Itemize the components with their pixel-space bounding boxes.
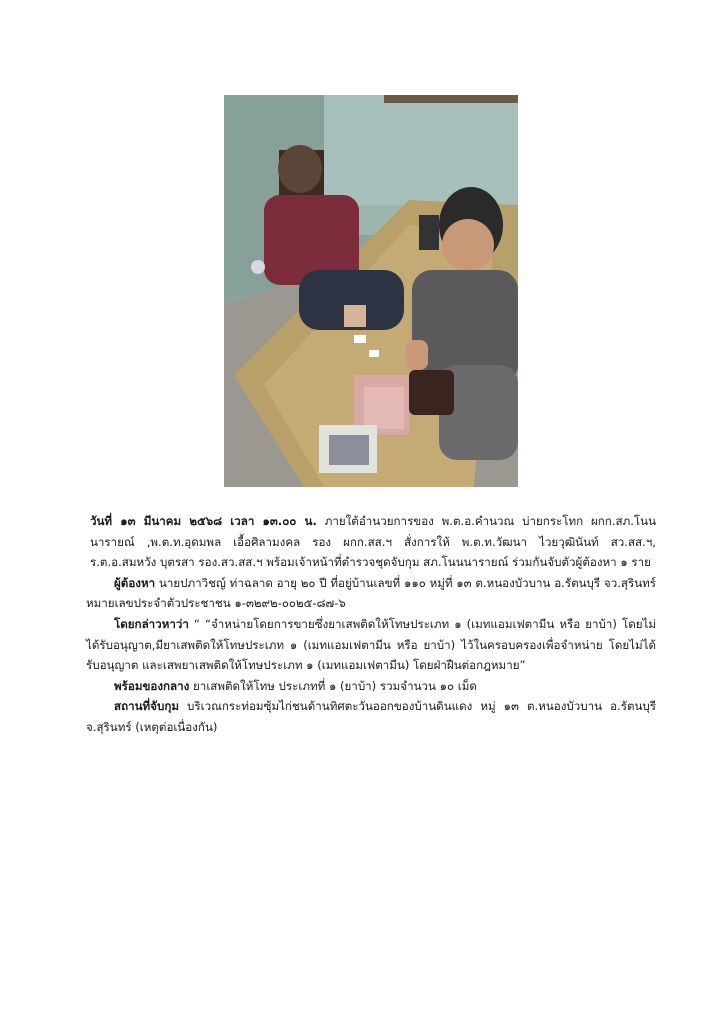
place-label: สถานที่จับกุม [114, 699, 179, 714]
report-paragraph-date [86, 511, 656, 573]
report-paragraph-suspect [86, 573, 656, 614]
date-time-heading: วันที่ ๑๓ มีนาคม ๒๕๖๘ เวลา ๑๓.๐๐ น. [90, 514, 317, 528]
charge-details: “ “จำหน่ายโดยการขายซึ่งยาเสพติดให้โทษประเภท ๑ (เมทแอมเฟตามีน หรือ ยาบ้า) โดยไม่ได้รับอนุญาต,มียาเสพติดให้โทษประเภท ๑ (เมทแอมเฟตามีน หรือ ยาบ้า) ไว้ในครอบครองเพื่อจำหน่าย โดยไม่ได้รับอนุญาต และเสพยาเสพติดให้โทษประเภท ๑ (เมทแอมเฟตามีน) โดยฝ่าฝืนต่อกฎหมาย” [86, 616, 656, 673]
place-details: บริเวณกระท่อมซุ้มไก่ชนด้านทิศตะวันออกของบ้านดินแดง หมู่ ๑๓ ต.หนองบัวบาน อ.รัตนบุรี จ.สุรินทร์ (เหตุต่อเนื่องกัน) [86, 699, 656, 734]
command-text: ภายใต้อำนวยการของ พ.ต.อ.คำนวณ บ่ายกระโทก ผกก.สภ.โนนนารายณ์ ,พ.ต.ท.อุดมพล เอื้อศิลามงคล รอง ผกก.สส.ฯ สั่งการให้ พ.ต.ท.วัฒนา ไวยวุฒินันท์ สว.สส.ฯ, ร.ต.อ.สมหวัง บุตรสา รอง.สว.สส.ฯ พร้อมเจ้าหน้าที่ตำรวจชุดจับกุม สภ.โนนนารายณ์ ร่วมกันจับตัวผู้ต้องหา ๑ ราย [90, 514, 656, 570]
report-paragraph-place [86, 696, 656, 737]
evidence-details: ยาเสพติดให้โทษ ประเภทที่ ๑ (ยาบ้า) รวมจำนวน ๑๐ เม็ด [189, 678, 477, 693]
report-paragraph-evidence [86, 676, 656, 697]
evidence-label: พร้อมของกลาง [114, 678, 190, 693]
arrest-photo [224, 95, 518, 487]
report-paragraph-charge [86, 614, 656, 676]
suspect-details: นายปภาวิชญ์ ท่าฉลาด อายุ ๒๐ ปี ที่อยู่บ้านเลขที่ ๑๑๐ หมู่ที่ ๑๓ ต.หนองบัวบาน อ.รัตนบุรี จว.สุรินทร์ หมายเลขประจำตัวประชาชน ๑-๓๒๙๒-๐๐๒๕-๘๗-๖ [86, 575, 656, 611]
report-body [86, 511, 656, 738]
charge-label: โดยกล่าวหาว่า [114, 616, 189, 631]
suspect-label: ผู้ต้องหา [114, 575, 156, 590]
